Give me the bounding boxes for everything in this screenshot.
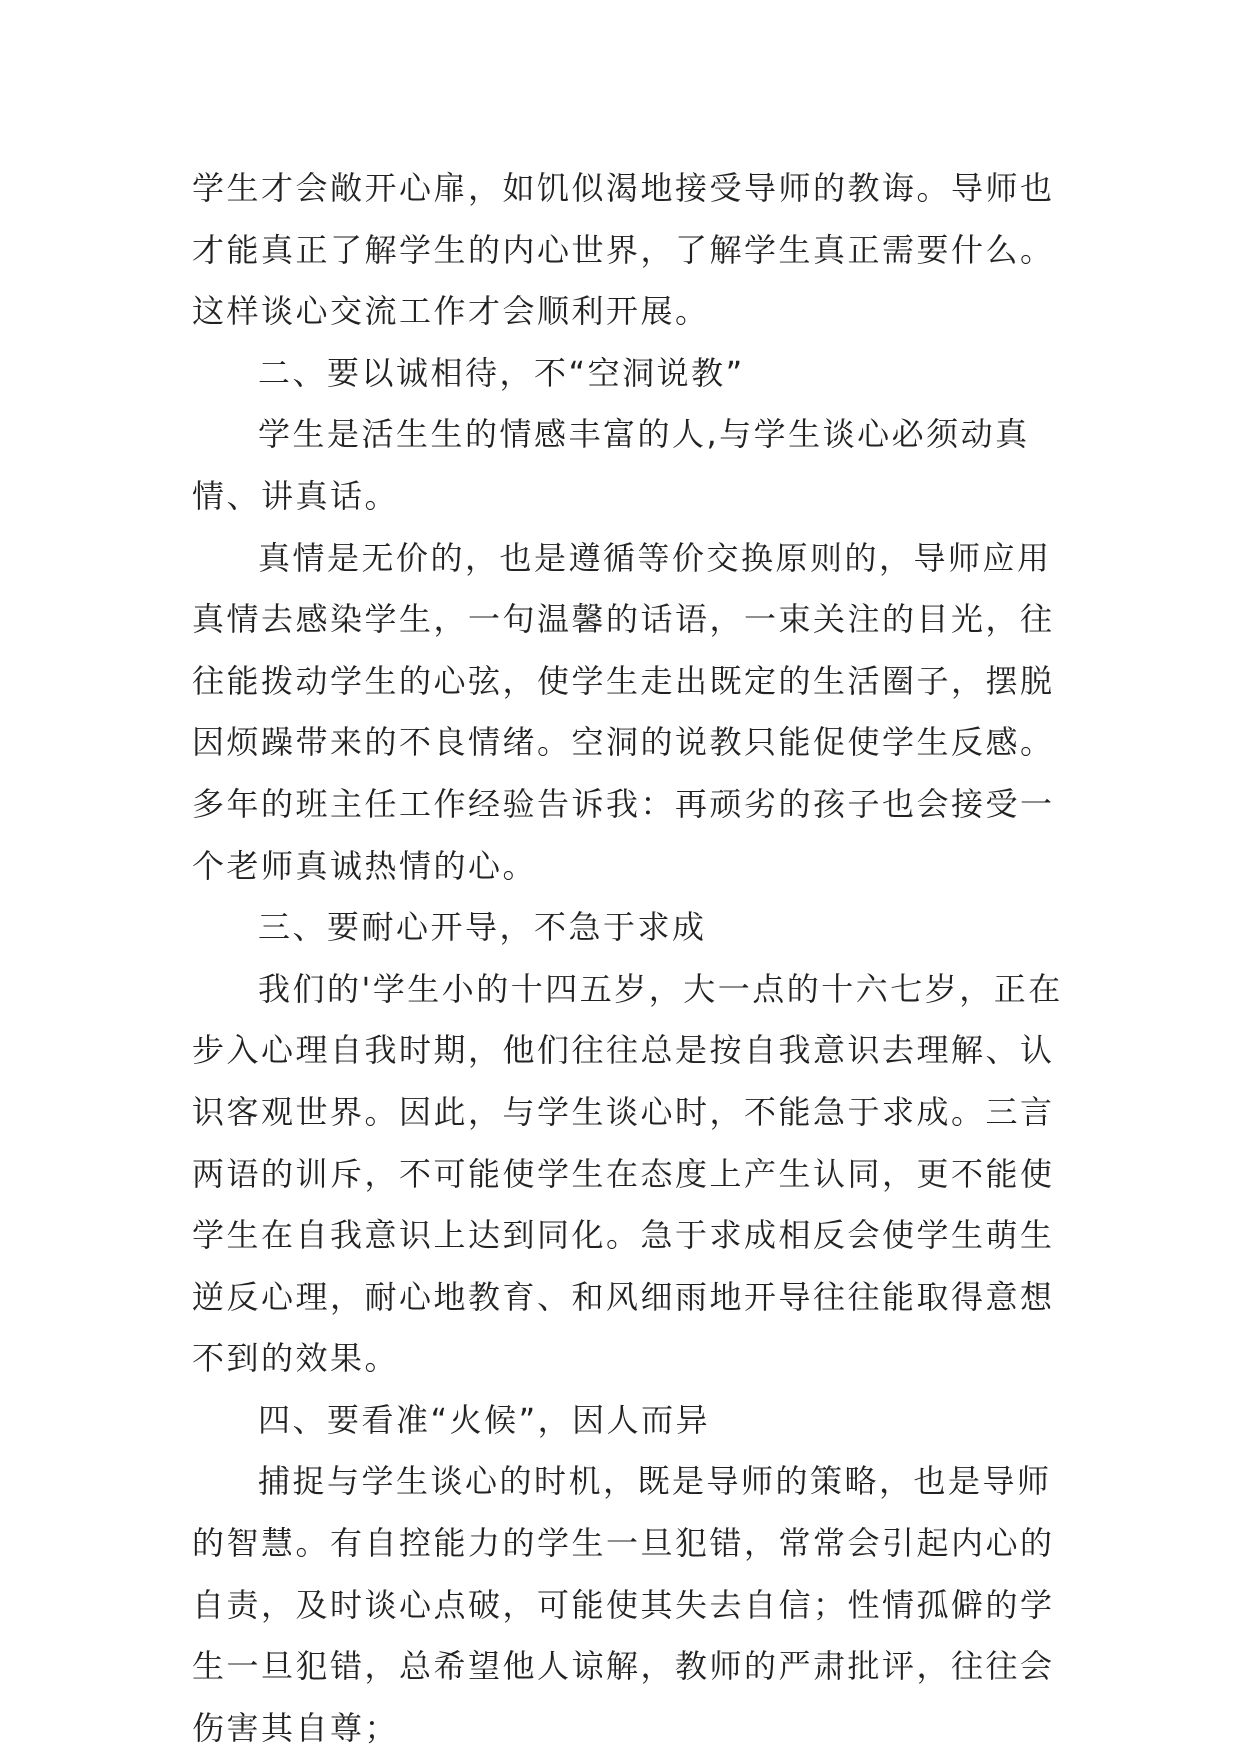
- section-heading-3: 三、要耐心开导，不急于求成: [258, 908, 707, 947]
- section-heading-2: 二、要以诚相待，不“空洞说教”: [258, 353, 745, 392]
- paragraph: 捕捉与学生谈心的时机，既是导师的策略，也是导师的智慧。有自控能力的学生一旦犯错，常常会引起内心的自责，及时谈心点破，可能使其失去自信；性情孤僻的学生一旦犯错，总希望他人谅解，教师的严肃批评，往往会伤害其自尊；: [192, 1462, 1055, 1747]
- paragraph: 真情是无价的，也是遵循等价交换原则的，导师应用真情去感染学生，一句温馨的话语，一束关注的目光，往往能拨动学生的心弦，使学生走出既定的生活圈子，摆脱因烦躁带来的不良情绪。空洞的说教只能促使学生反感。多年的班主任工作经验告诉我：再顽劣的孩子也会接受一个老师真诚热情的心。: [192, 538, 1055, 885]
- section-heading-4: 四、要看准“火候”，因人而异: [258, 1400, 711, 1439]
- document-body: [192, 158, 1072, 1759]
- paragraph: 学生是活生生的情感丰富的人,与学生谈心必须动真情、讲真话。: [192, 415, 1030, 515]
- paragraph: 学生才会敞开心扉，如饥似渴地接受导师的教诲。导师也才能真正了解学生的内心世界，了解学生真正需要什么。这样谈心交流工作才会顺利开展。: [192, 169, 1055, 331]
- paragraph: 我们的'学生小的十四五岁，大一点的十六七岁，正在步入心理自我时期，他们往往总是按自我意识去理解、认识客观世界。因此，与学生谈心时，不能急于求成。三言两语的训斥，不可能使学生在态度上产生认同，更不能使学生在自我意识上达到同化。急于求成相反会使学生萌生逆反心理，耐心地教育、和风细雨地开导往往能取得意想不到的效果。: [192, 969, 1063, 1378]
